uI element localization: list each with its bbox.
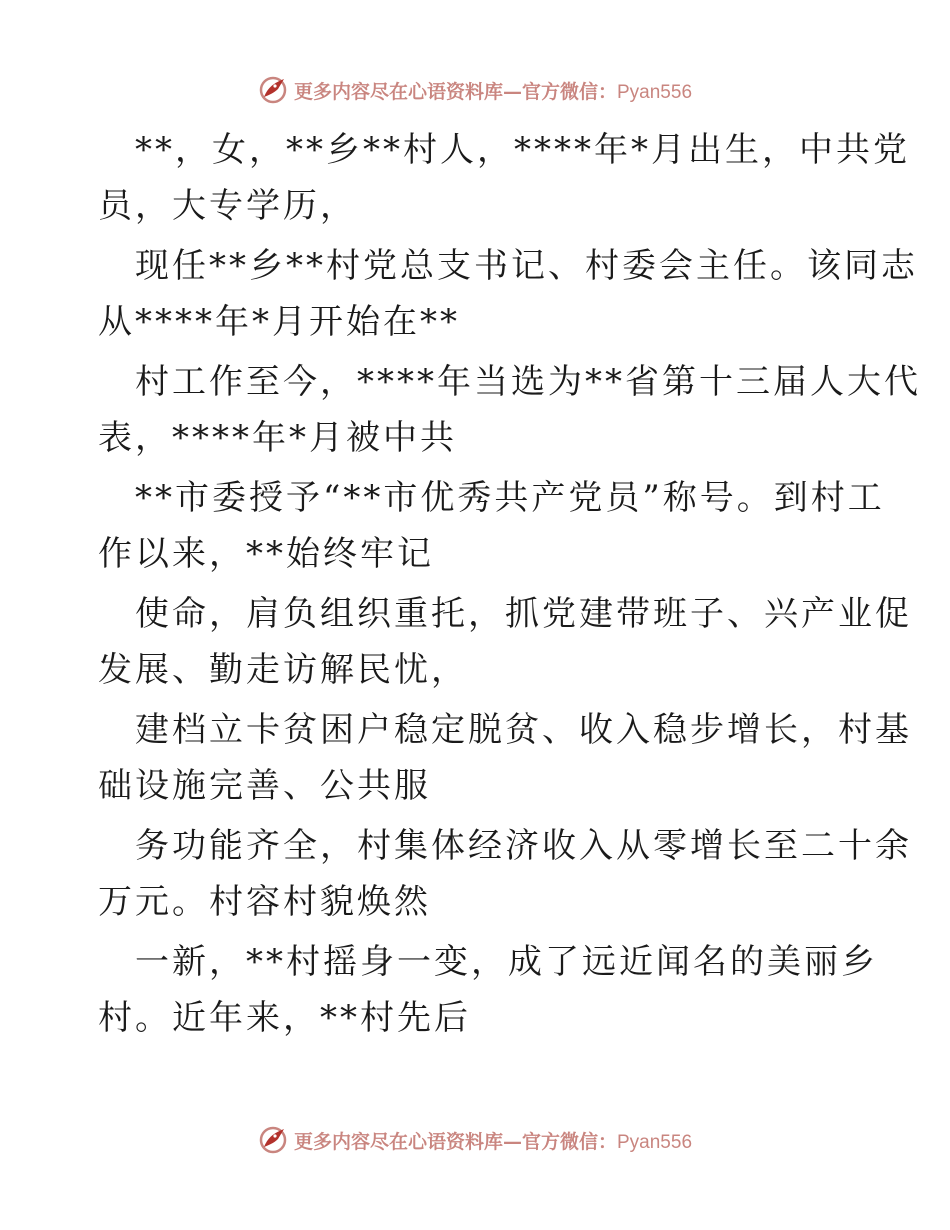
body-line: 发展、勤走访解民忧， <box>98 650 468 690</box>
body-line: 现任**乡**村党总支书记、村委会主任。该同志 <box>135 246 918 286</box>
pen-nib-logo-icon <box>258 1125 288 1155</box>
header-watermark-text: 更多内容尽在心语资料库—官方微信： <box>293 80 617 103</box>
body-line: 村工作至今，****年当选为**省第十三届人大代 <box>135 362 921 402</box>
header-watermark-id: Pyan556 <box>617 81 693 103</box>
body-line: 表，****年*月被中共 <box>98 418 457 458</box>
body-line: 一新，**村摇身一变，成了远近闻名的美丽乡 <box>135 942 878 982</box>
footer-watermark-text: 更多内容尽在心语资料库—官方微信： <box>293 1130 617 1153</box>
body-line: 建档立卡贫困户稳定脱贫、收入稳步增长，村基 <box>135 710 912 750</box>
body-line: 作以来，**始终牢记 <box>98 534 434 574</box>
body-line: 础设施完善、公共服 <box>98 766 431 806</box>
pen-nib-logo-icon <box>258 75 288 105</box>
footer-watermark-id: Pyan556 <box>617 1131 693 1153</box>
header-watermark <box>0 70 950 110</box>
footer-watermark <box>0 1120 950 1160</box>
body-line: **市委授予“**市优秀共产党员”称号。到村工 <box>135 478 885 518</box>
body-line: 村。近年来，**村先后 <box>98 998 471 1038</box>
body-line: 万元。村容村貌焕然 <box>98 882 431 922</box>
body-line: 从****年*月开始在** <box>98 302 460 342</box>
body-line: **，女，**乡**村人，****年*月出生，中共党 <box>135 130 910 170</box>
body-line: 员，大专学历， <box>98 186 357 226</box>
body-line: 使命，肩负组织重托，抓党建带班子、兴产业促 <box>135 594 912 634</box>
body-line: 务功能齐全，村集体经济收入从零增长至二十余 <box>135 826 912 866</box>
